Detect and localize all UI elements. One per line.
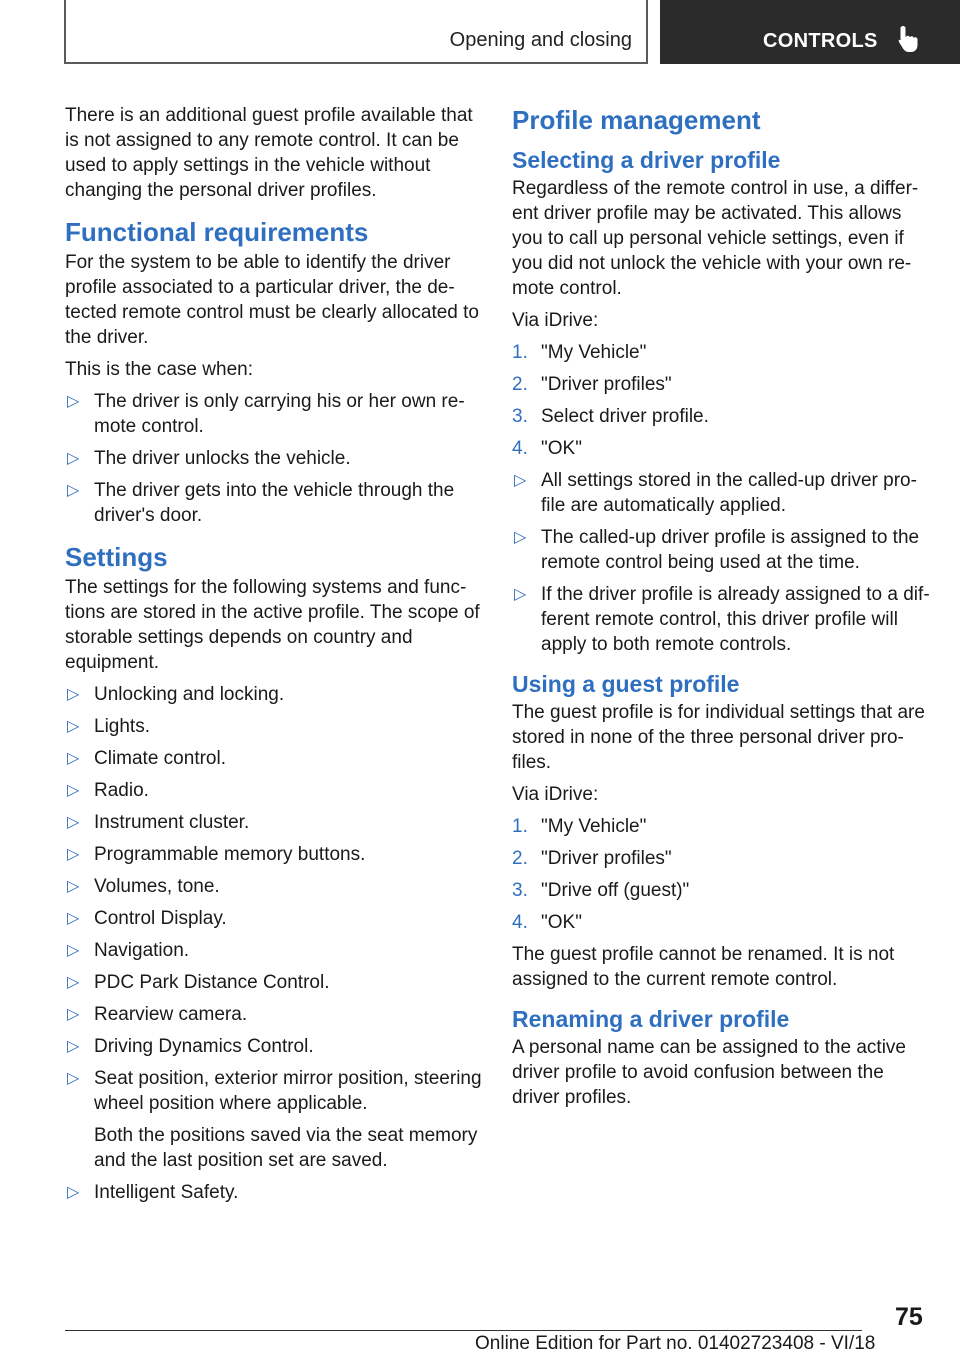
list-item: ▷ Rearview camera.	[67, 1004, 248, 1025]
triangle-bullet-icon: ▷	[67, 686, 80, 703]
step-item: 2. "Driver profiles"	[512, 848, 672, 869]
step-item: 4. "OK"	[512, 438, 582, 459]
seat-memory-note: Both the positions saved via the seat memory and the last position set are saved.	[94, 1125, 478, 1171]
case-intro-text: This is the case when:	[65, 359, 253, 380]
list-item: ▷ The called-up driver profile is assigned to the remote control being used at the time.	[514, 527, 920, 573]
selecting-driver-profile-heading: Selecting a driver profile	[512, 147, 781, 173]
settings-heading: Settings	[65, 542, 168, 572]
triangle-bullet-icon: ▷	[67, 393, 80, 410]
list-item: ▷ Seat position, exterior mirror position, steering wheel position where applicable. Both the positions saved via the seat memory and the last position set are saved.	[65, 1066, 485, 1173]
list-item: ▷ The driver is only carrying his or her own remote control.	[67, 391, 465, 437]
step-item: 4. "OK"	[512, 912, 582, 933]
list-item: ▷ The driver gets into the vehicle through the driver's door.	[67, 480, 455, 526]
list-item: ▷ Lights.	[67, 716, 150, 737]
settings-text: The settings for the following systems and functions are stored in the active profile. The scope of storable settings depends on country and equipment.	[65, 577, 480, 673]
list-item: ▷ Intelligent Safety.	[67, 1182, 239, 1203]
triangle-bullet-icon: ▷	[67, 1038, 80, 1055]
step-item: 3. Select driver profile.	[512, 406, 709, 427]
triangle-bullet-icon: ▷	[67, 814, 80, 831]
guest-profile-note: The guest profile cannot be renamed. It is not assigned to the current remote control.	[512, 944, 895, 990]
settings-list	[65, 682, 485, 1205]
right-column	[512, 103, 932, 1117]
triangle-bullet-icon: ▷	[67, 1070, 80, 1087]
selecting-driver-profile-text: Regardless of the remote control in use, a different driver profile may be activated. This allows you to call up personal vehicle settings, even if you did not unlock the vehicle with your own remote control.	[512, 178, 919, 299]
list-item: ▷ Instrument cluster.	[67, 812, 250, 833]
triangle-bullet-icon: ▷	[67, 974, 80, 991]
guest-profile-text: The guest profile is for individual settings that are stored in none of the three personal driver profiles.	[512, 702, 925, 773]
triangle-bullet-icon: ▷	[67, 450, 80, 467]
footer-edition-text: Online Edition for Part no. 01402723408 - VI/18	[475, 1333, 876, 1354]
triangle-bullet-icon: ▷	[67, 942, 80, 959]
via-idrive-label: Via iDrive:	[512, 784, 599, 805]
triangle-bullet-icon: ▷	[67, 1006, 80, 1023]
triangle-bullet-icon: ▷	[67, 718, 80, 735]
header-chapter-label: CONTROLS	[763, 30, 878, 52]
step-item: 1. "My Vehicle"	[512, 342, 647, 363]
footer-divider	[65, 1330, 862, 1331]
header-section-title: Opening and closing	[449, 29, 632, 51]
triangle-bullet-icon: ▷	[67, 782, 80, 799]
triangle-bullet-icon: ▷	[67, 878, 80, 895]
functional-requirements-heading: Functional requirements	[65, 217, 369, 247]
guest-steps-list	[512, 814, 932, 935]
header-chapter-tab	[660, 0, 960, 64]
triangle-bullet-icon: ▷	[514, 586, 527, 603]
triangle-bullet-icon: ▷	[67, 1184, 80, 1201]
left-column	[65, 103, 485, 1212]
selecting-steps-list	[512, 340, 932, 461]
triangle-bullet-icon: ▷	[514, 472, 527, 489]
triangle-bullet-icon: ▷	[514, 529, 527, 546]
functional-requirements-text: For the system to be able to identify the driver profile associated to a particular driver, the detected remote control must be clearly allocated to the driver.	[65, 252, 479, 348]
triangle-bullet-icon: ▷	[67, 482, 80, 499]
triangle-bullet-icon: ▷	[67, 910, 80, 927]
list-item: ▷ Navigation.	[67, 940, 190, 961]
guest-profile-heading: Using a guest profile	[512, 671, 740, 697]
list-item: ▷ Programmable memory buttons.	[67, 844, 366, 865]
selecting-notes-list	[512, 468, 932, 657]
step-item: 1. "My Vehicle"	[512, 816, 647, 837]
list-item: ▷ PDC Park Distance Control.	[67, 972, 330, 993]
step-item: 3. "Drive off (guest)"	[512, 880, 690, 901]
guest-profile-intro: There is an additional guest profile available that is not assigned to any remote control. It can be used to apply settings in the vehicle without changing the personal driver profiles.	[65, 105, 473, 201]
via-idrive-label: Via iDrive:	[512, 310, 599, 331]
triangle-bullet-icon: ▷	[67, 750, 80, 767]
header-section-frame	[64, 0, 648, 64]
list-item: ▷ Driving Dynamics Control.	[67, 1036, 314, 1057]
list-item: ▷ Climate control.	[67, 748, 226, 769]
functional-requirements-list	[65, 389, 485, 528]
list-item: ▷ Control Display.	[67, 908, 227, 929]
profile-management-heading: Profile management	[512, 105, 761, 135]
step-item: 2. "Driver profiles"	[512, 374, 672, 395]
pointing-hand-icon	[898, 25, 924, 53]
list-item: ▷ Radio.	[67, 780, 149, 801]
list-item: ▷ If the driver profile is already assigned to a different remote control, this driver profile will apply to both remote controls.	[514, 584, 930, 655]
renaming-profile-heading: Renaming a driver profile	[512, 1006, 790, 1032]
renaming-profile-text: A personal name can be assigned to the active driver profile to avoid confusion between the driver profiles.	[512, 1037, 906, 1108]
list-item: ▷ Volumes, tone.	[67, 876, 220, 897]
list-item: ▷ The driver unlocks the vehicle.	[67, 448, 351, 469]
list-item: ▷ Unlocking and locking.	[67, 684, 285, 705]
page-number: 75	[895, 1303, 923, 1331]
triangle-bullet-icon: ▷	[67, 846, 80, 863]
list-item: ▷ All settings stored in the called-up driver profile are automatically applied.	[514, 470, 917, 516]
